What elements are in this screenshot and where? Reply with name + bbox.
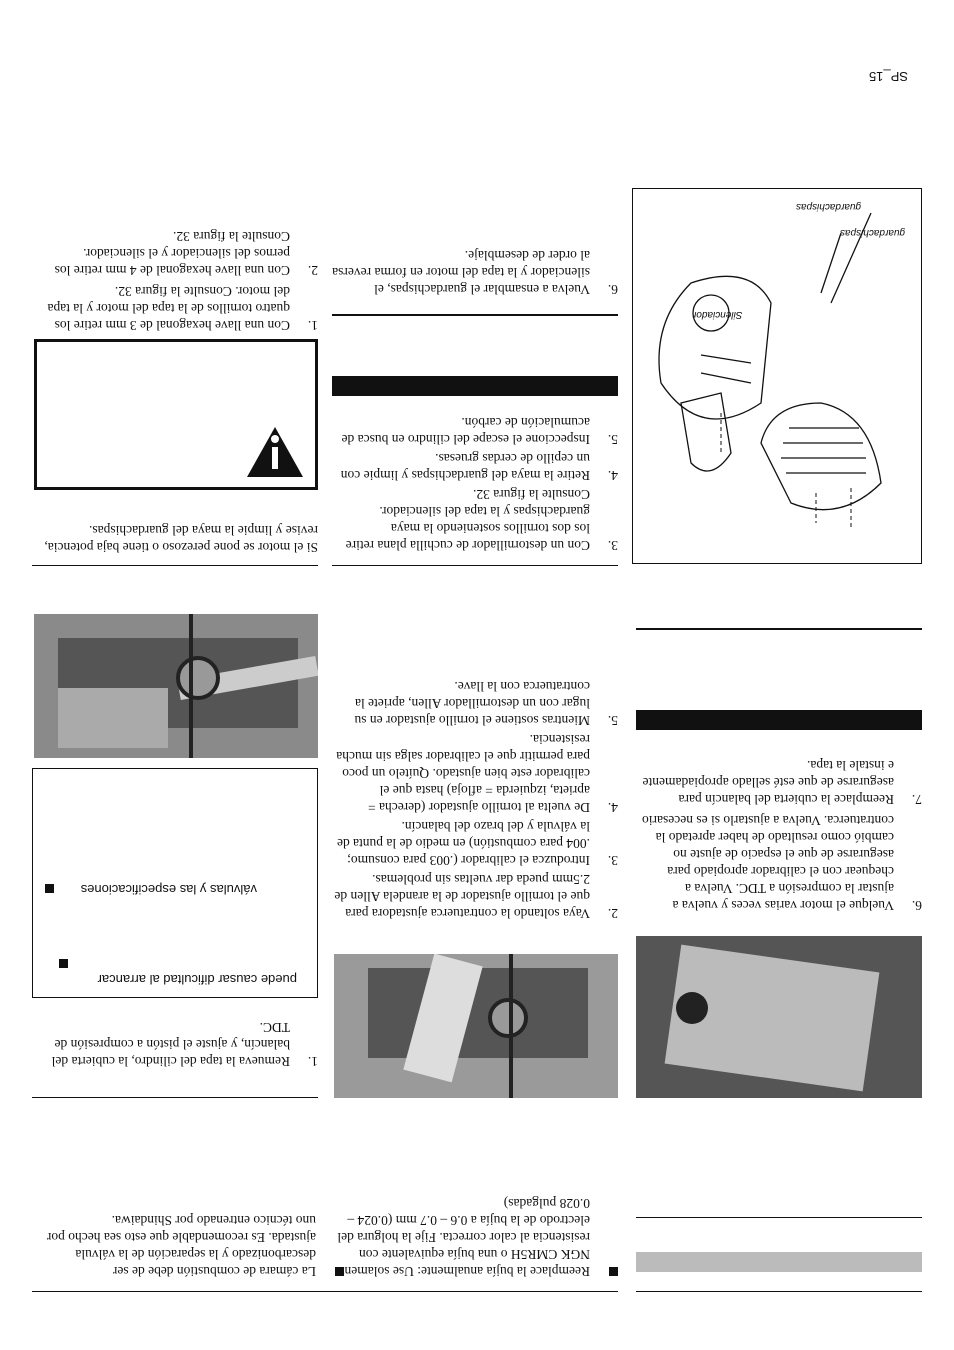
step-text: Retire la maya del guardachispas y limpie con un cepillo de cerdas gruesas. xyxy=(340,451,590,483)
step-number: 7. xyxy=(911,792,922,807)
rule-upper-right xyxy=(636,1217,922,1218)
rule-mid-a xyxy=(332,565,618,566)
step-text: Mientras sostiene el tornillo ajustador en su lugar con un destornillador Allen, apriete la contratuerca con la llave. xyxy=(354,679,590,728)
step-text: Con una llave hexagonal de 3 mm retire los quatro tornillos de la tapa del motor y la tapa del motor. Consulte la figura 32. xyxy=(47,284,290,333)
rule-left-b xyxy=(32,565,318,566)
step1-block xyxy=(32,1019,318,1070)
valve-gauge-photo xyxy=(334,954,618,1098)
combustion-text: La cámara de combustión debe de ser descarbonizado y la separación de la válvula ajustada. Es recomendable que esto sea hecho por uno técnico entrenado por Shindaiwa. xyxy=(46,1213,316,1279)
box-item-1-text: puede causar dificultad al arrancar xyxy=(97,972,297,987)
top-rule-left xyxy=(636,1291,922,1292)
combustion-bullet xyxy=(32,1212,344,1280)
rule-left-a xyxy=(32,1097,318,1098)
box-item-2-text: válvulas y las especificaciones xyxy=(80,882,257,897)
left-column xyxy=(32,1212,318,1280)
silenciador-label: Silenciador xyxy=(693,309,743,320)
spark-steps xyxy=(32,228,318,334)
grey-header-bar xyxy=(636,1252,922,1272)
box-item-2-bullet xyxy=(45,879,54,897)
step-text: Con un destornillador de cuchilla plana retire los dos tornillos sosteniendo la maya guardachispas y la tapa del silenciador. Consulte la figura 32. xyxy=(345,487,590,553)
rule-mid-b xyxy=(332,314,618,316)
step-text: Introduzca el calibrador (.003 para consumo; .004 para combustión) en medio de la punta de la válvula y del brazo del balancín. xyxy=(336,819,590,868)
step-text: Vuelque el motor varias veces y vuelva a ajustar la compresión a TDC. Vuelva a chequear con el calibrador apropiado para asegurarse de que el espacio de ajuste no cambió como resultado de haber apretado la contratuerca. Vuelva a ajustarlo si es necesario xyxy=(642,813,894,913)
step-text: Vaya soltando la contratuerca ajustadora para que el tornillo ajustador de la arandela Allen de 2.5mm pueda dar vueltas sin problemas. xyxy=(334,872,590,921)
top-rule-mid xyxy=(32,1291,618,1292)
step-number: 5. xyxy=(607,713,618,728)
step-text: Remueva la tapa del cilindro, la cubierta del balancín, y ajuste el pistón a compresión de TDC. xyxy=(51,1020,290,1069)
step-text: Inspeccione el escape del cilindro en busca de acumulación de carbón. xyxy=(341,415,590,447)
step-number: 1. xyxy=(307,1054,318,1069)
plug-bullet-block xyxy=(332,1195,618,1280)
step-number: 6. xyxy=(607,282,618,297)
step-number: 4. xyxy=(607,800,618,815)
step-number: 3. xyxy=(607,853,618,868)
right-steps xyxy=(636,757,922,914)
guardachispas-label-2: guardachispas xyxy=(795,201,861,212)
step-number: 2. xyxy=(607,906,618,921)
black-header-bar-mid xyxy=(332,376,618,396)
black-header-bar-right xyxy=(636,710,922,730)
caution-box xyxy=(34,339,318,490)
valve-steps xyxy=(332,678,618,922)
exploded-diagram xyxy=(632,188,922,564)
step-text: De vuelta al tornillo ajustador (derecha = aprieta, izquierda = afloja) hasta que el calibrador este bien ajustado. Quítelo un poco para permitir que el calibrador salga sin mucha resistencia. xyxy=(336,732,590,815)
step-number: 6. xyxy=(911,898,922,913)
step-number: 5. xyxy=(607,432,618,447)
guardachispas-label-1: guardachispas xyxy=(839,227,905,238)
rule-right-b xyxy=(636,628,922,630)
page-number: SP_15 xyxy=(868,69,908,84)
step-text: Reemplace la cubierta del balancín para asegurarse de que esté sellado apropiadamente e instale la tapa. xyxy=(642,758,894,807)
spark-steps-b xyxy=(332,414,618,554)
valve-cover-photo xyxy=(636,936,922,1098)
spark-intro xyxy=(32,522,318,556)
box-item-1 xyxy=(45,956,68,971)
plug-text: Reemplace la bujía anualmente: Use solamente NGK CMR5H o una bujía equivalente con resistencia al calor correcta. Fije la holgura del electrodo de la bujía a 0.6 – 0.7 mm (0.024 – 0.028 pulgadas) xyxy=(334,1196,590,1279)
step-number: 3. xyxy=(607,538,618,553)
step-number: 1. xyxy=(307,318,318,333)
warning-triangle-icon xyxy=(245,424,305,479)
step-number: 2. xyxy=(307,263,318,278)
step-text: Vuelva a ensamblar el guardachispas, el silenciador y la tapa del motor en forma reversa al order de desemblaje. xyxy=(332,248,590,297)
warning-box xyxy=(32,768,318,998)
step-text: Con una llave hexagonal de 4 mm retire los pernos del silenciador y el silenciador. Consulte la figura 32. xyxy=(54,229,290,278)
step-number: 4. xyxy=(607,468,618,483)
spark-intro-text: Si el motor se pone perezoso o tiene baja potencia, revise y limpie la maya del guardachispas. xyxy=(44,523,318,555)
valve-adjust-photo-1 xyxy=(34,614,318,758)
step6-block xyxy=(332,247,618,298)
